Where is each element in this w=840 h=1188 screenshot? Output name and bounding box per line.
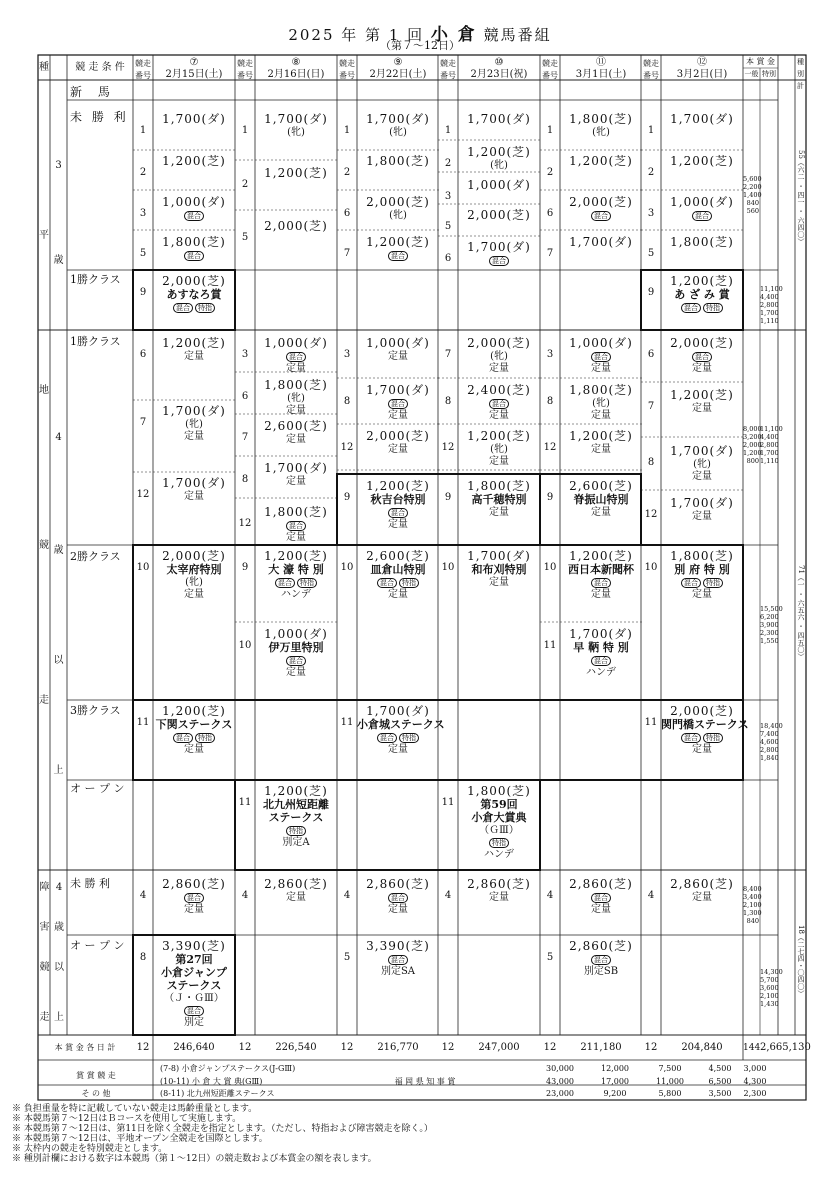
race-number: 2 — [647, 167, 655, 178]
race-entry: 1,000(ダ) — [467, 178, 531, 192]
race-number: 6 — [444, 253, 452, 264]
race-entry: 1,700(ダ) (牝) — [264, 112, 328, 138]
race-entry: 1,800(芝) 高千穂特別 定量 — [467, 479, 531, 518]
race-number: 11 — [340, 717, 354, 728]
race-entry: 1,200(芝) (牝) 定量 — [467, 429, 531, 467]
prize-special: 15,500 6,200 3,900 2,300 1,550 — [760, 605, 783, 645]
prize-general: 8,400 3,400 2,100 1,300 840 — [743, 885, 762, 925]
label-jopen: オ ー プ ン — [70, 939, 125, 952]
race-number: 5 — [546, 952, 554, 963]
race-number: 12 — [340, 442, 354, 453]
race-number: 6 — [647, 349, 655, 360]
race-number: 4 — [139, 890, 147, 901]
race-number: 3 — [139, 208, 147, 219]
race-number: 8 — [647, 457, 655, 468]
race-entry: 2,000(芝) — [467, 208, 531, 222]
race-number: 2 — [546, 167, 554, 178]
race-number: 10 — [543, 562, 557, 573]
prize-special: 14,300 5,700 3,600 2,100 1,430 — [760, 968, 783, 1008]
header-race-number: 競走 番号 — [440, 59, 456, 80]
race-number: 7 — [139, 417, 147, 428]
award-value: 4,300 — [743, 1077, 767, 1086]
race-number: 11 — [136, 717, 150, 728]
race-entry: 1,700(ダ) — [569, 235, 633, 249]
other-value: 3,500 — [708, 1089, 732, 1098]
label-jump-3: 走 — [39, 1012, 50, 1023]
race-number: 10 — [136, 562, 150, 573]
race-number: 1 — [343, 125, 351, 136]
race-number: 10 — [441, 562, 455, 573]
totals-value: 226,540 — [275, 1042, 317, 1053]
race-number: 1 — [647, 125, 655, 136]
other-value: 2,300 — [743, 1089, 767, 1098]
totals-count: 12 — [644, 1042, 658, 1053]
race-entry: 3,390(芝) 混合 別定SA — [366, 939, 430, 977]
race-number: 3 — [444, 191, 452, 202]
totals-count: 12 — [136, 1042, 150, 1053]
race-entry: 1,000(ダ) 伊万里特別 混合 定量 — [264, 627, 328, 678]
race-entry: 1,200(芝) (牝) — [467, 145, 531, 171]
totals-value: 246,640 — [173, 1042, 215, 1053]
prize-special: 11,100 4,400 2,800 1,700 1,110 — [760, 285, 783, 325]
race-entry: 2,000(芝) 混合 定量 — [670, 336, 734, 374]
race-number: 4 — [241, 890, 249, 901]
label-win1: 1勝クラス — [70, 335, 121, 348]
race-entry: 1,200(芝) 下関ステークス 混合 特指 定量 — [155, 704, 233, 755]
header-condition: 競 走 条 件 — [75, 62, 125, 73]
label-shinma: 新 馬 — [70, 85, 116, 99]
race-number: 4 — [647, 890, 655, 901]
race-number: 9 — [546, 492, 554, 503]
race-number: 5 — [647, 248, 655, 259]
race-entry: 2,000(芝) — [264, 219, 328, 233]
race-entry: 2,000(芝) (牝) — [366, 195, 430, 221]
award-value: 17,000 — [601, 1077, 629, 1086]
race-number: 5 — [139, 248, 147, 259]
race-number: 12 — [136, 489, 150, 500]
header-day-7: ⑦ 2月15日(土) — [165, 57, 223, 80]
prize-special: 18,400 7,400 4,600 2,800 1,840 — [760, 722, 783, 762]
race-entry: 2,000(芝) 太宰府特別 (牝) 定量 — [162, 549, 226, 600]
race-entry: 1,200(芝) — [569, 154, 633, 168]
race-number: 3 — [647, 208, 655, 219]
header-day-11: ⑪ 3月1日(土) — [575, 57, 627, 80]
race-number: 9 — [241, 562, 249, 573]
award-value: 7,500 — [658, 1064, 682, 1073]
race-number: 5 — [241, 232, 249, 243]
label-jage-1: 歳 — [54, 922, 64, 933]
award-organization: 福 岡 県 知 事 賞 — [394, 1077, 456, 1086]
race-number: 6 — [241, 391, 249, 402]
totals-count: 12 — [238, 1042, 252, 1053]
header-race-number: 競走 番号 — [339, 59, 355, 80]
race-number: 7 — [444, 349, 452, 360]
race-entry: 2,600(芝) 定量 — [264, 419, 328, 445]
totals-value: 204,840 — [681, 1042, 723, 1053]
other-value: 5,800 — [658, 1089, 682, 1098]
race-number: 8 — [139, 952, 147, 963]
race-entry: 2,860(芝) 混合 定量 — [162, 877, 226, 915]
header-day-9: ⑨ 2月22日(土) — [369, 57, 427, 80]
race-entry: 1,700(ダ) (牝) 定量 — [162, 404, 226, 442]
race-entry: 2,000(芝) 混合 — [569, 195, 633, 220]
race-entry: 2,600(芝) 脊振山特別 定量 — [569, 479, 633, 518]
label-jage-0: 4 — [55, 882, 63, 893]
race-number: 1 — [241, 125, 249, 136]
race-entry: 1,800(芝) — [366, 154, 430, 168]
race-entry: 1,800(芝) 混合 定量 — [264, 505, 328, 543]
race-number: 3 — [546, 349, 554, 360]
label-jage-3: 上 — [54, 1012, 64, 1023]
label-jump-2: 競 — [39, 962, 50, 973]
race-entry: 2,860(芝) 混合 別定SB — [569, 939, 633, 977]
race-number: 9 — [647, 287, 655, 298]
header-race-number: 競走 番号 — [135, 59, 151, 80]
race-number: 9 — [139, 287, 147, 298]
race-number: 7 — [647, 401, 655, 412]
totals-value: 211,180 — [580, 1042, 622, 1053]
award-value: 30,000 — [546, 1064, 574, 1073]
note-line: ※ 本競馬第７～12日は、第11日を除く全競走を指定とします。（ただし、特指および障害競走を除く。） — [12, 1124, 433, 1134]
race-entry: 1,800(芝) — [670, 235, 734, 249]
race-number: 8 — [546, 396, 554, 407]
totals-count: 12 — [340, 1042, 354, 1053]
note-line: ※ 本競馬第７～12日はＢコースを使用して実施します。 — [12, 1114, 242, 1124]
race-number: 6 — [343, 208, 351, 219]
race-number: 8 — [444, 396, 452, 407]
race-number: 2 — [241, 179, 249, 190]
race-number: 6 — [139, 349, 147, 360]
header-race-number: 競走 番号 — [542, 59, 558, 80]
race-number: 12 — [644, 509, 658, 520]
totals-label: 本 賞 金 各 日 計 — [54, 1043, 116, 1052]
race-number: 4 — [343, 890, 351, 901]
tally: 55（六二 ・ 四一 ・ 六四〇） — [797, 150, 805, 245]
label-jump-1: 害 — [39, 922, 50, 933]
label-jump-0: 障 — [39, 882, 50, 893]
label-age-4-3: 上 — [53, 765, 64, 776]
tally: 18（二七四・〇四〇） — [797, 925, 805, 997]
awards-label: 賞 賞 競 走 — [76, 1071, 116, 1080]
totals-value: 247,000 — [478, 1042, 520, 1053]
race-number: 3 — [241, 349, 249, 360]
other-label: そ の 他 — [81, 1089, 111, 1098]
race-number: 11 — [238, 797, 252, 808]
race-number: 4 — [546, 890, 554, 901]
race-entry: 1,800(芝) 第59回 小倉大賞典 （ＧⅢ） 特指 ハンデ — [467, 784, 531, 860]
race-number: 10 — [238, 640, 252, 651]
award-value: 43,000 — [546, 1077, 574, 1086]
race-number: 7 — [241, 432, 249, 443]
race-number: 11 — [441, 797, 455, 808]
label-win2: 2勝クラス — [70, 550, 121, 563]
race-entry: 1,700(ダ) — [670, 112, 734, 126]
label-win3: 3勝クラス — [70, 704, 121, 717]
header-prize: 本 賞 金 — [745, 57, 776, 66]
note-line: ※ 本競馬第７～12日は、平地オープン全競走を国際とします。 — [12, 1134, 268, 1144]
totals-count: 12 — [441, 1042, 455, 1053]
race-entry: 1,800(芝) (牝) 定量 — [569, 383, 633, 421]
race-number: 11 — [644, 717, 658, 728]
note-line: ※ 太枠内の競走を特別競走とします。 — [12, 1144, 168, 1154]
race-entry: 1,700(ダ) — [162, 112, 226, 126]
race-entry: 1,000(ダ) 混合 — [670, 195, 734, 220]
race-entry: 1,200(芝) 定量 — [569, 429, 633, 455]
race-entry: 1,000(ダ) 混合 定量 — [569, 336, 633, 374]
other-value: 9,200 — [603, 1089, 627, 1098]
note-line: ※ 負担重量を特に記載していない競走は馬齢重量とします。 — [12, 1104, 258, 1114]
race-entry: 1,200(芝) 秋吉台特別 混合 定量 — [366, 479, 430, 530]
award-value: 11,000 — [656, 1077, 684, 1086]
other-race: (8-11) 北九州短距離ステークス — [160, 1089, 275, 1098]
race-number: 2 — [444, 158, 452, 169]
race-entry: 1,200(芝) 北九州短距離 ステークス 特指 別定A — [263, 784, 329, 848]
race-entry: 2,000(芝) (牝) 定量 — [467, 336, 531, 374]
race-entry: 1,800(芝) 混合 — [162, 235, 226, 260]
award-value: 12,000 — [601, 1064, 629, 1073]
award-value: 3,000 — [743, 1064, 767, 1073]
race-number: 2 — [343, 167, 351, 178]
race-number: 7 — [343, 248, 351, 259]
race-entry: 1,000(ダ) 定量 — [366, 336, 430, 362]
header-day-12: ⑫ 3月2日(日) — [676, 57, 728, 80]
race-entry: 1,200(芝) 混合 — [366, 235, 430, 260]
race-entry: 2,000(芝) 関門橋ステークス 混合 特指 定量 — [661, 704, 749, 755]
label-win1: 1勝クラス — [70, 273, 121, 286]
race-entry: 1,700(ダ) (牝) 定量 — [670, 444, 734, 482]
race-number: 10 — [644, 562, 658, 573]
prize-general: 5,600 2,200 1,400 840 560 — [743, 175, 762, 215]
race-entry: 1,200(芝) 西日本新聞杯 混合 定量 — [568, 549, 634, 600]
race-entry: 1,800(芝) (牝) 定量 — [264, 378, 328, 416]
race-entry: 2,000(芝) あすなろ賞 混合 特指 — [162, 274, 226, 312]
header-race-number: 競走 番号 — [237, 59, 253, 80]
label-open: オ ー プ ン — [70, 782, 125, 795]
page-subtitle: （第７～12日） — [380, 39, 460, 52]
page-title: 2025 年 第 1 回 小 倉 競馬番組 — [288, 25, 552, 45]
award-race-2: (10-11) 小 倉 大 賞 典(GⅢ) — [160, 1077, 263, 1086]
race-number: 3 — [343, 349, 351, 360]
race-number: 2 — [139, 167, 147, 178]
race-entry: 1,700(ダ) 混合 — [467, 240, 531, 265]
prize-special: 11,100 4,400 2,800 1,700 1,110 — [760, 425, 783, 465]
race-entry: 1,200(芝) 定量 — [670, 388, 734, 414]
label-flat: 平 地 競 走 — [39, 230, 49, 706]
race-entry: 2,860(芝) 定量 — [264, 877, 328, 903]
race-entry: 2,000(芝) 定量 — [366, 429, 430, 455]
race-entry: 2,400(芝) 混合 定量 — [467, 383, 531, 421]
note-line: ※ 種別計欄における数字は本競馬（第１～12日）の競走数および本賞金の額を表します。 — [12, 1154, 377, 1164]
header-race-number: 競走 番号 — [643, 59, 659, 80]
label-age-4-1: 歳 — [53, 545, 64, 556]
label-age-3b: 歳 — [53, 255, 64, 266]
label-jmishori: 未 勝 利 — [70, 877, 110, 890]
tally: 71（一 ・ 六五六 ・ 四五〇） — [797, 565, 805, 660]
race-entry: 2,600(芝) 皿倉山特別 混合 特指 定量 — [366, 549, 430, 600]
race-entry: 2,860(芝) 混合 定量 — [366, 877, 430, 915]
header-day-8: ⑧ 2月16日(日) — [267, 57, 325, 80]
race-entry: 1,200(芝) — [670, 154, 734, 168]
race-number: 1 — [444, 125, 452, 136]
race-number: 9 — [444, 492, 452, 503]
header-prize-general: 一般 — [744, 70, 759, 78]
race-number: 10 — [340, 562, 354, 573]
label-age-4-0: 4 — [55, 432, 62, 443]
race-number: 5 — [343, 952, 351, 963]
totals-count: 12 — [543, 1042, 557, 1053]
race-entry: 1,700(ダ) — [467, 112, 531, 126]
award-race-1: (7-8) 小倉ジャンプステークス(J-GⅢ) — [160, 1064, 296, 1073]
race-entry: 1,700(ダ) 定量 — [162, 476, 226, 502]
totals-race-count: 144 — [743, 1043, 761, 1053]
race-number: 8 — [241, 474, 249, 485]
totals-value: 216,770 — [377, 1042, 419, 1053]
race-entry: 1,000(ダ) 混合 定量 — [264, 336, 328, 374]
race-entry: 1,700(ダ) 和布刈特別 定量 — [467, 549, 531, 588]
race-entry: 1,700(ダ) 定量 — [670, 496, 734, 522]
header-day-10: ⑩ 2月23日(祝) — [470, 57, 528, 80]
race-entry: 2,860(芝) 定量 — [670, 877, 734, 903]
header-kind: 種 — [39, 62, 49, 73]
label-mishori: 未 勝 利 — [70, 110, 129, 124]
race-entry: 1,700(ダ) 早 鞆 特 別 混合 ハンデ — [569, 627, 633, 678]
race-number: 5 — [444, 221, 452, 232]
race-entry: 1,200(芝) — [162, 154, 226, 168]
race-number: 7 — [546, 248, 554, 259]
race-number: 4 — [444, 890, 452, 901]
race-entry: 2,860(芝) 混合 定量 — [569, 877, 633, 915]
race-entry: 1,200(芝) 大 濠 特 別 混合 特指 ハンデ — [264, 549, 328, 600]
race-entry: 1,800(芝) (牝) — [569, 112, 633, 138]
race-number: 11 — [543, 640, 557, 651]
race-number: 8 — [343, 396, 351, 407]
race-entry: 1,700(ダ) 小倉城ステークス 混合 特指 定量 — [357, 704, 445, 755]
race-entry: 1,700(ダ) (牝) — [366, 112, 430, 138]
label-age-3a: 3 — [55, 160, 62, 171]
race-number: 12 — [441, 442, 455, 453]
award-value: 6,500 — [708, 1077, 732, 1086]
prize-general: 8,000 3,200 2,000 1,200 800 — [743, 425, 762, 465]
header-prize-special: 特別 — [762, 70, 776, 78]
race-entry: 1,200(芝) 定量 — [162, 336, 226, 362]
race-number: 12 — [543, 442, 557, 453]
race-entry: 1,200(芝) — [264, 166, 328, 180]
label-age-4-2: 以 — [53, 655, 64, 666]
race-entry: 1,700(ダ) 混合 定量 — [366, 383, 430, 421]
race-entry: 1,200(芝) あ ざ み 賞 混合 特指 — [670, 274, 734, 312]
race-entry: 1,700(ダ) 定量 — [264, 461, 328, 487]
race-entry: 1,000(ダ) 混合 — [162, 195, 226, 220]
race-number: 6 — [546, 208, 554, 219]
race-number: 12 — [238, 518, 252, 529]
other-value: 23,000 — [546, 1089, 574, 1098]
label-jage-2: 以 — [54, 962, 64, 973]
award-value: 4,500 — [708, 1064, 732, 1073]
race-number: 1 — [139, 125, 147, 136]
race-number: 1 — [546, 125, 554, 136]
header-tally: 種 別 計 — [797, 58, 804, 90]
race-entry: 1,800(芝) 別 府 特 別 混合 特指 定量 — [670, 549, 734, 600]
race-entry: 2,860(芝) 定量 — [467, 877, 531, 903]
race-entry: 3,390(芝) 第27回 小倉ジャンプ ステークス （Ｊ・ＧⅢ） 混合 別定 — [161, 939, 227, 1028]
totals-sum: 2,665,130 — [760, 1042, 811, 1053]
race-number: 9 — [343, 492, 351, 503]
